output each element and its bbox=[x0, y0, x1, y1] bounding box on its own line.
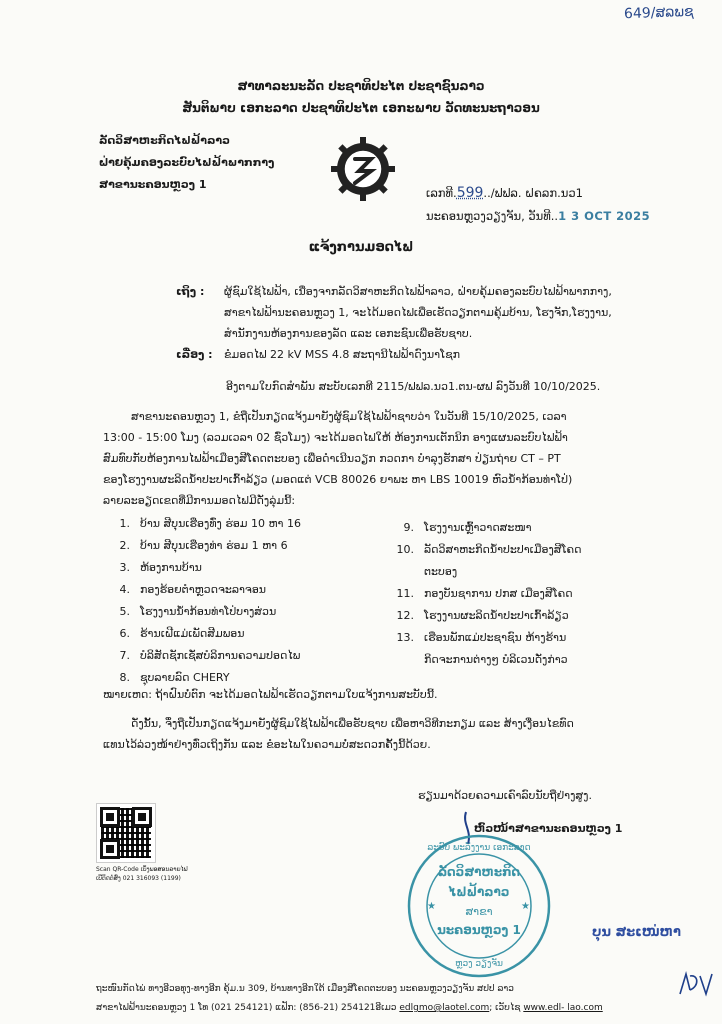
list-item: ຕະບອງ bbox=[424, 565, 458, 578]
to-text-line2: ສາຂາໄຟຟ້ານະຄອນຫຼວງ 1, ຈະໄດ້ມອດໄຟເພື່ອເຮັດວຽກຕາມຄຸ້ມບ້ານ, ໂຮງຈັກ,ໂຮງງານ, bbox=[224, 306, 612, 319]
stamp-line4: ນະຄອນຫຼວງ 1 bbox=[437, 923, 521, 937]
list-item: 12. ໂຮງງານຜະລິດນ້ຳປະປາເກົ້າລ້ຽວ bbox=[396, 609, 569, 622]
body-line2: 13:00 - 15:00 ໂມງ (ລວມເວລາ 02 ຊົ່ວໂມງ) ຈະໄດ້ມອດໄຟໃຫ້ ຫ້ອງການເຕັກນິກ ອາງແຜນລະບົບໄຟຟ້າ bbox=[103, 431, 568, 444]
place-date bbox=[426, 209, 650, 223]
doc-number bbox=[426, 186, 583, 200]
qr-code[interactable] bbox=[96, 803, 156, 863]
footer-website-link[interactable]: www.edl- lao.com bbox=[523, 1003, 603, 1013]
stamp-bottom-text: ຫຼວງ ວຽງຈັນ bbox=[455, 959, 503, 969]
doc-number-label: ເລກທີ. bbox=[426, 186, 457, 200]
body-line4: ຂອງໂຮງງານຜະລິດນ້ຳປະປາເກົ້າລ້ຽວ (ມອດແຕ່ VCB 80026 ຍາພະ ຫາ LBS 10019 ຫົວນ້ຳກ້ອນທ່າໂປ່) bbox=[103, 473, 573, 486]
to-text-line1: ຜູ້ຊົມໃຊ້ໄຟຟ້າ, ເນື່ອງຈາກລັດວິສາຫະກິດໄຟຟ້າລາວ, ຝ່າຍຄຸ້ມຄອງລະບົບໄຟຟ້າພາກກາງ, bbox=[224, 285, 612, 298]
org-line3: ສາຂານະຄອນຫຼວງ 1 bbox=[99, 178, 207, 191]
to-text-line3: ສຳນັກງານຫ້ອງການຂອງລັດ ແລະ ເອກະຊົນເພື່ອຮັບຊາບ. bbox=[224, 327, 473, 340]
closing-line2: ແທນໄວ້ລ່ວງໜ້າຢ່າງທົ່ວເຖິງກັນ ແລະ ຂໍອະໄພໃນຄວາມບໍ່ສະດວກຄັ້ງນີ້ດ້ວຍ. bbox=[103, 738, 431, 751]
doc-number-handwritten: 599 bbox=[456, 185, 484, 201]
list-item: 11. ກອງບັນຊາການ ປກສ ເມືອງສີໂຄດ bbox=[396, 587, 573, 600]
closing-respect: ຮຽນມາດ້ວຍຄວາມເຄົາລົບນັບຖືຢ່າງສູງ. bbox=[418, 789, 592, 802]
footer-contact: ສາຂາໄຟຟ້ານະຄອນຫຼວງ 1 ໂທ (021 254121) ແຟັກ: (856-21) 254121ອີເມວ edlgmo@laotel.com; ເວັບໄຊ www.edl- lao.com bbox=[96, 1003, 603, 1013]
body-line1: ສາຂານະຄອນຫຼວງ 1, ຂໍຖືເປັນກຽດແຈ້ງມາຍັງຜູ້ຊົມໃຊ້ໄຟຟ້າຊາບວ່າ ໃນວັນທີ 15/10/2025, ເວລາ bbox=[131, 410, 567, 423]
place-date-label: ນະຄອນຫຼວງວຽງຈັນ, ວັນທີ.. bbox=[426, 209, 559, 223]
qr-caption1: Scan QR-Code ເບິ່ງພອສອນລາຍໄຟ bbox=[96, 866, 188, 873]
body-line5: ລາຍລະອຽດເຂດທີ່ມີການມອດໄຟມີດັ່ງລຸ່ມນີ້: bbox=[103, 494, 296, 507]
stamp-line2: ໄຟຟ້າລາວ bbox=[448, 885, 510, 899]
affected-list-right bbox=[388, 521, 581, 675]
edl-logo bbox=[331, 137, 395, 205]
list-item: 3. ຫ້ອງການບ້ານ bbox=[119, 561, 202, 574]
notice-title: ແຈ້ງການມອດໄຟ bbox=[308, 240, 414, 255]
list-item: 2. ບ້ານ ສີບຸນເຮືອງທ່າ ຮ່ອມ 1 ຫາ 6 bbox=[119, 539, 288, 552]
note-line: ໝາຍເຫດ: ຖ້າຝົນບໍ່ຕົກ ຈະໄດ້ມອດໄຟຟ້າເຮັດວຽກຕາມໃບແຈ້ງການສະບັບນີ້. bbox=[103, 688, 438, 701]
handwritten-reference: 649/ສລພຊ bbox=[623, 3, 694, 23]
list-item: 8. ຊຸບລາຍລົດ CHERY bbox=[119, 671, 230, 684]
reference-line: ອີງຕາມໃບກົດສຳພັນ ສະບັບເລກທີ 2115/ຟຟລ.ນວ1.ຕນ-ຜຟ ລົງວັນທີ 10/10/2025. bbox=[226, 380, 601, 393]
org-line1: ລັດວິສາຫະກິດໄຟຟ້າລາວ bbox=[99, 134, 230, 147]
closing-line1: ດັ່ງນັ້ນ, ຈຶ່ງຖືເປັນກຽດແຈ້ງມາຍັງຜູ້ຊົມໃຊ້ໄຟຟ້າເພື່ອຮັບຊາບ ເພື່ອຫາວິທີກະກຽມ ແລະ ສ້າງເງື່ອນໄຂທົດ bbox=[131, 717, 574, 730]
body-line3: ສົມທົບກັບຫ້ອງການໄຟຟ້າເມືອງສີໂຄດຕະບອງ ເພື່ອດຳເນີນວຽກ ກວດກາ ບຳລຸງຮັກສາ ປ່ຽນຖ່າຍ CT – PT bbox=[103, 452, 561, 465]
list-item: 4. ກອງຮ້ອຍຕຳຫຼວດຈະລາຈອນ bbox=[119, 583, 267, 596]
affected-list-left bbox=[104, 517, 301, 693]
footer-email-link[interactable]: edlgmo@laotel.com bbox=[399, 1003, 490, 1013]
svg-text:★: ★ bbox=[521, 901, 530, 912]
list-item: 7. ບໍລິສັດຊັກເຊັ່ສບໍລິການຄວາມປອດໄພ bbox=[119, 649, 301, 662]
list-item: 1. ບ້ານ ສີບຸນເຮືອງທົ່ງ ຮ່ອມ 10 ຫາ 16 bbox=[119, 517, 301, 530]
list-item: 13. ເຮືອນພັກແມ່ປະຊາຊົນ ຫ້າງຮ້ານ bbox=[396, 631, 567, 644]
signatory-title: ຫົວໜ້າສາຂານະຄອນຫຼວງ 1 bbox=[474, 822, 623, 835]
initials-mark bbox=[676, 968, 716, 1004]
national-header-line2: ສັນຕິພາບ ເອກະລາດ ປະຊາທິປະໄຕ ເອກະພາບ ວັດທະນະຖາວອນ bbox=[182, 101, 540, 115]
stamp-line1: ລັດວິສາຫະກິດ bbox=[437, 865, 521, 879]
footer-address: ຖະໜົນກັດໄພ່ ທາງອີວອທຸງ-ທາງອີກ ຄຸ້ມ.ນ 309, ບ້ານທາງອີກໃຕ້ ເມືອງສີໂຄດຕະບອງ ນະຄອນຫຼວງວຽງຈັນ ສປປ ລາວ bbox=[96, 984, 514, 994]
stamp-line3: ສາຂາ bbox=[465, 905, 493, 918]
list-item: ກິດຈະການຕ່າງໆ ບໍລິເວນດັ່ງກ່າວ bbox=[424, 653, 568, 666]
list-item: 6. ຮ້ານເຝີແມ່ເພັດສີມພອນ bbox=[119, 627, 245, 640]
org-line2: ຝ່າຍຄຸ້ມຄອງລະບົບໄຟຟ້າພາກກາງ bbox=[99, 156, 275, 169]
list-item: 5. ໂຮງງານນ້ຳກ້ອນທ່າໂປ່ບາງສ່ວນ bbox=[119, 605, 277, 618]
list-item: 9. ໂຮງງານເຫຼົ້າວາດສະໜາ bbox=[403, 521, 532, 534]
signer-name: ບຸນ ສະເໜ່ຫາ bbox=[592, 925, 681, 940]
official-stamp bbox=[405, 833, 553, 979]
subject-label: ເລື່ອງ : bbox=[176, 348, 213, 361]
subject-text: ຂໍມອດໄຟ 22 kV MSS 4.8 ສະຖານີໄຟຟ້າດົງນາໂຊກ bbox=[224, 348, 461, 361]
stamp-top-text: ລະບົບ ພະລັງງານ ເອກະລາດ bbox=[427, 843, 531, 853]
date-stamp: 1 3 OCT 2025 bbox=[558, 209, 651, 223]
qr-caption2: ເບີຕິດຕໍ່ສົ່ງ 021 316093 (1199) bbox=[96, 875, 181, 882]
to-label: ເຖິງ : bbox=[176, 285, 205, 298]
list-item: 10. ລັດວິສາຫະກິດນ້ຳປະປາເມືອງສີໂຄດ bbox=[396, 543, 582, 556]
doc-number-suffix: ../ຟຟລ. ຝຄລກ.ນວ1 bbox=[483, 186, 583, 200]
svg-text:★: ★ bbox=[427, 901, 436, 912]
national-header-line1: ສາທາລະນະລັດ ປະຊາທິປະໄຕ ປະຊາຊົນລາວ bbox=[237, 79, 485, 93]
